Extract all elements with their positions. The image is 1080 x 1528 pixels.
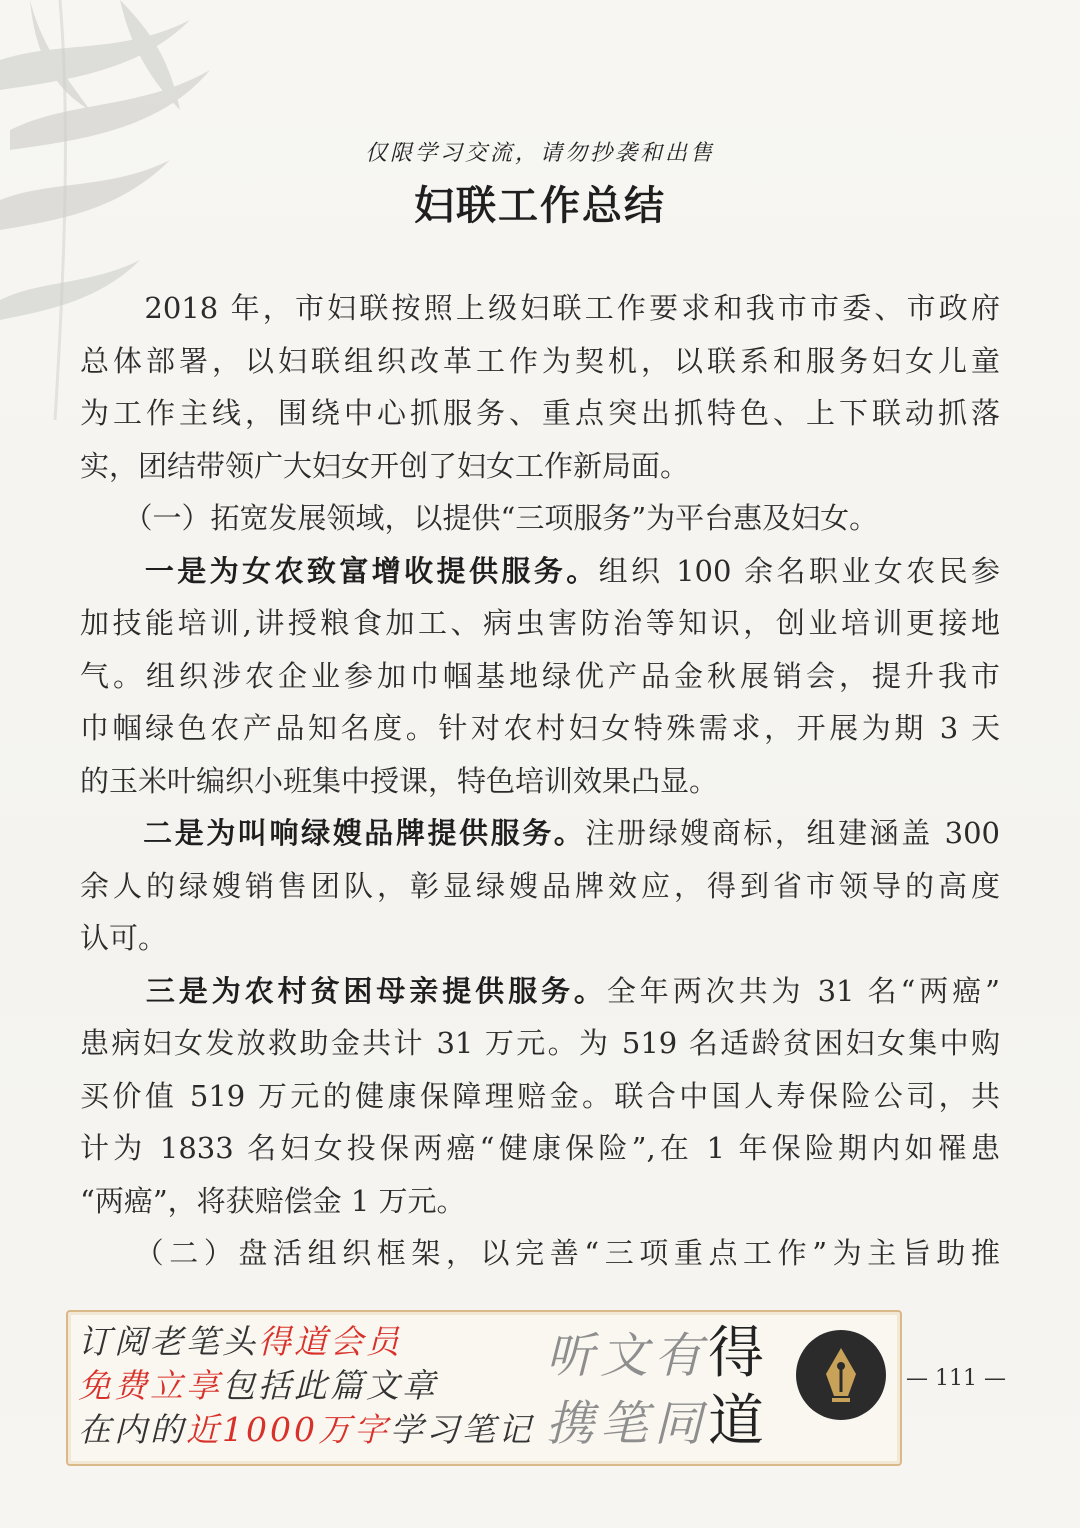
bold-lead-phrase: 一是为女农致富增收提供服务。	[80, 553, 599, 588]
subscription-banner[interactable]	[66, 1310, 902, 1466]
slogan-line-1	[546, 1320, 826, 1388]
line-text: 组织 100 余名职业女农民参	[598, 553, 1000, 588]
paragraph-line	[80, 387, 1000, 440]
line-text: 全年两次共为 31 名“两癌”	[606, 973, 1000, 1008]
line-text: 认可。	[80, 921, 168, 955]
line-text: 巾帼绿色农产品知名度。针对农村妇女特殊需求，开展为期 3 天	[80, 711, 1000, 745]
slogan-emphasis: 得	[708, 1321, 771, 1386]
line-text: 总体部署，以妇联组织改革工作为契机，以联系和服务妇女儿童	[80, 343, 1000, 378]
paragraph-line	[80, 1122, 1000, 1175]
banner-text-segment: 学习笔记	[389, 1410, 534, 1449]
line-text: 余人的绿嫂销售团队，彰显绿嫂品牌效应，得到省市领导的高度	[80, 868, 1000, 903]
paragraph-line	[80, 440, 1000, 493]
paragraph-line	[80, 1017, 1000, 1070]
banner-text-segment: 包括此篇文章	[222, 1366, 438, 1405]
paragraph-line	[80, 282, 1000, 335]
line-text: （二）盘活组织框架，以完善“三项重点工作”为主旨助推	[80, 1236, 1000, 1270]
line-text: 为工作主线，围绕中心抓服务、重点突出抓特色、上下联动抓落	[80, 396, 1000, 430]
slogan-text: 携笔同	[546, 1396, 709, 1452]
banner-text-segment: 订阅老笔头	[78, 1322, 258, 1361]
line-text: 实，团结带领广大妇女开创了妇女工作新局面。	[80, 448, 690, 483]
banner-highlight: 免费立享	[78, 1366, 222, 1405]
line-text: 注册绿嫂商标，组建涵盖 300	[585, 816, 1000, 850]
bold-lead-phrase: 三是为农村贫困母亲提供服务。	[80, 973, 607, 1008]
line-text: 计为 1833 名妇女投保两癌“健康保险”,在 1 年保险期内如罹患	[80, 1131, 1000, 1165]
banner-line-2	[78, 1364, 518, 1408]
banner-highlight: 得道会员	[258, 1322, 402, 1361]
paragraph-line	[80, 335, 1000, 388]
page-title: 妇联工作总结	[414, 183, 666, 229]
paragraph-line	[80, 1175, 1000, 1228]
slogan-text: 听文有	[546, 1328, 709, 1384]
paragraph-line	[80, 860, 1000, 913]
paragraph-line	[80, 1070, 1000, 1123]
paragraph-line	[80, 807, 1000, 860]
banner-text	[78, 1320, 534, 1452]
paragraph-line	[80, 597, 1000, 650]
line-text: 买价值 519 万元的健康保障理赔金。联合中国人寿保险公司，共	[80, 1078, 1000, 1113]
line-text: 2018 年，市妇联按照上级妇联工作要求和我市市委、市政府	[80, 291, 1000, 325]
banner-line-3	[78, 1408, 534, 1452]
line-text: 患病妇女发放救助金共计 31 万元。为 519 名适龄贫困妇女集中购	[80, 1026, 1000, 1060]
bold-lead-phrase: 二是为叫响绿嫂品牌提供服务。	[80, 816, 586, 850]
paragraph-line	[80, 912, 1000, 965]
line-text: “两癌”，将获赔偿金 1 万元。	[80, 1183, 466, 1218]
slogan-emphasis: 道	[708, 1389, 771, 1454]
paragraph-line	[80, 545, 1000, 598]
paragraph-line	[80, 1227, 1000, 1280]
banner-text-segment: 在内的	[78, 1410, 186, 1449]
paragraph-line	[80, 492, 1000, 545]
line-text: 加技能培训,讲授粮食加工、病虫害防治等知识，创业培训更接地	[80, 606, 1000, 640]
banner-highlight: 近1000万字	[186, 1410, 390, 1449]
slogan-line-2	[546, 1388, 826, 1456]
paragraph-line	[80, 965, 1000, 1018]
paragraph-line	[80, 650, 1000, 703]
banner-slogan	[546, 1320, 826, 1456]
line-text: 气。组织涉农企业参加巾帼基地绿优产品金秋展销会，提升我市	[80, 658, 1000, 693]
paragraph-line	[80, 702, 1000, 755]
article-body	[80, 282, 1000, 1280]
page-number: — 111 —	[906, 1366, 1006, 1391]
paragraph-line	[80, 755, 1000, 808]
line-text: （一）拓宽发展领域，以提供“三项服务”为平台惠及妇女。	[80, 501, 879, 535]
line-text: 的玉米叶编织小班集中授课，特色培训效果凸显。	[80, 763, 719, 798]
fountain-pen-nib-icon	[796, 1330, 886, 1420]
copyright-notice: 仅限学习交流，请勿抄袭和出售	[364, 141, 715, 166]
banner-line-1	[78, 1320, 518, 1364]
